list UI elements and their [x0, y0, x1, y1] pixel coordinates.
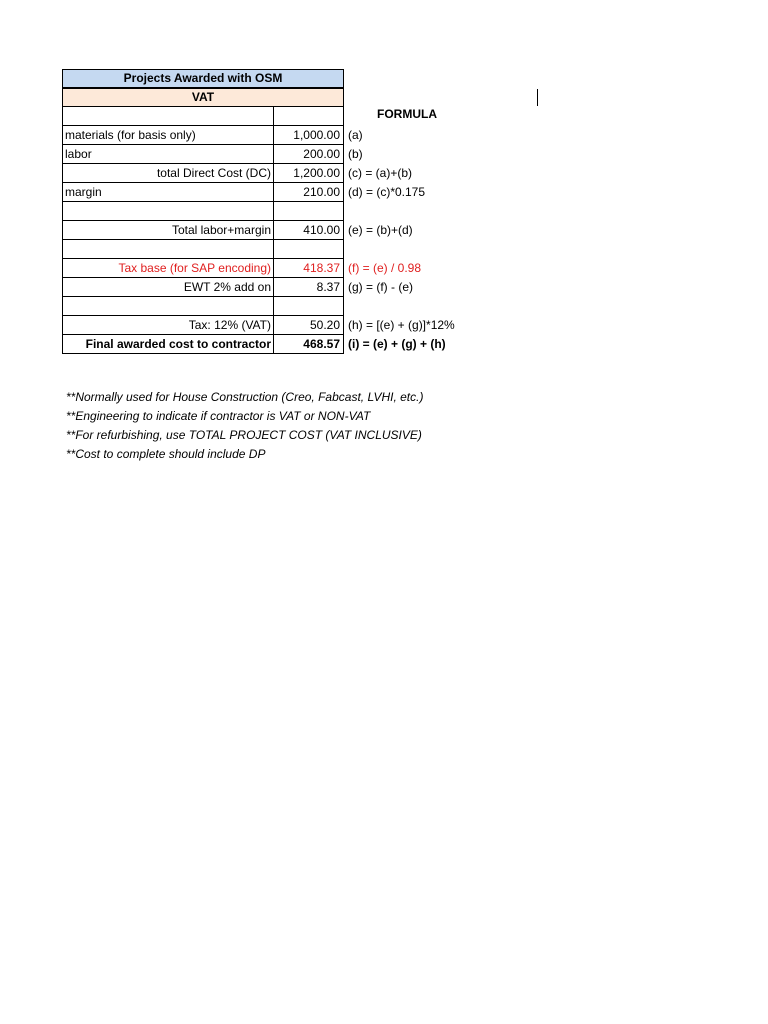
formula-cell[interactable]: (c) = (a)+(b): [348, 166, 413, 180]
label-cell[interactable]: [62, 240, 273, 259]
value-cell[interactable]: [273, 107, 344, 126]
value-cell[interactable]: 468.57: [273, 335, 344, 354]
note-line[interactable]: **Engineering to indicate if contractor is VAT or NON-VAT: [66, 409, 371, 423]
formula-cell[interactable]: (f) = (e) / 0.98: [348, 261, 422, 275]
label-cell[interactable]: Final awarded cost to contractor: [62, 335, 273, 354]
value-cell[interactable]: 410.00: [273, 221, 344, 240]
value-cell[interactable]: [273, 202, 344, 221]
value-cell[interactable]: 210.00: [273, 183, 344, 202]
notes-block: [66, 388, 423, 464]
formula-cell[interactable]: (h) = [(e) + (g)]*12%: [348, 318, 455, 332]
formula-cell[interactable]: (d) = (c)*0.175: [348, 185, 426, 199]
note-line[interactable]: **Cost to complete should include DP: [66, 447, 266, 461]
formula-cell[interactable]: (i) = (e) + (g) + (h): [348, 337, 446, 351]
formula-header[interactable]: FORMULA: [377, 107, 437, 121]
value-cell[interactable]: 418.37: [273, 259, 344, 278]
label-cell[interactable]: margin: [62, 183, 273, 202]
label-cell[interactable]: Total labor+margin: [62, 221, 273, 240]
label-cell[interactable]: labor: [62, 145, 273, 164]
label-cell[interactable]: EWT 2% add on: [62, 278, 273, 297]
label-cell[interactable]: Tax: 12% (VAT): [62, 316, 273, 335]
value-cell[interactable]: 50.20: [273, 316, 344, 335]
table-subtitle-vat[interactable]: VAT: [62, 88, 344, 107]
formula-cell[interactable]: (a): [348, 128, 363, 142]
note-line[interactable]: **Normally used for House Construction (Creo, Fabcast, LVHI, etc.): [66, 390, 424, 404]
label-cell[interactable]: [62, 297, 273, 316]
value-cell[interactable]: [273, 297, 344, 316]
formula-cell[interactable]: (b): [348, 147, 363, 161]
label-cell[interactable]: [62, 107, 273, 126]
value-cell[interactable]: [273, 240, 344, 259]
value-cell[interactable]: 200.00: [273, 145, 344, 164]
label-cell[interactable]: total Direct Cost (DC): [62, 164, 273, 183]
value-cell[interactable]: 1,000.00: [273, 126, 344, 145]
formula-cell[interactable]: (g) = (f) - (e): [348, 280, 413, 294]
label-cell[interactable]: Tax base (for SAP encoding): [62, 259, 273, 278]
table-title[interactable]: Projects Awarded with OSM: [62, 69, 344, 88]
value-cell[interactable]: 8.37: [273, 278, 344, 297]
formula-cell[interactable]: (e) = (b)+(d): [348, 223, 413, 237]
label-cell[interactable]: materials (for basis only): [62, 126, 273, 145]
text-cursor: [537, 89, 538, 106]
label-cell[interactable]: [62, 202, 273, 221]
value-cell[interactable]: 1,200.00: [273, 164, 344, 183]
note-line[interactable]: **For refurbishing, use TOTAL PROJECT COST (VAT INCLUSIVE): [66, 428, 422, 442]
